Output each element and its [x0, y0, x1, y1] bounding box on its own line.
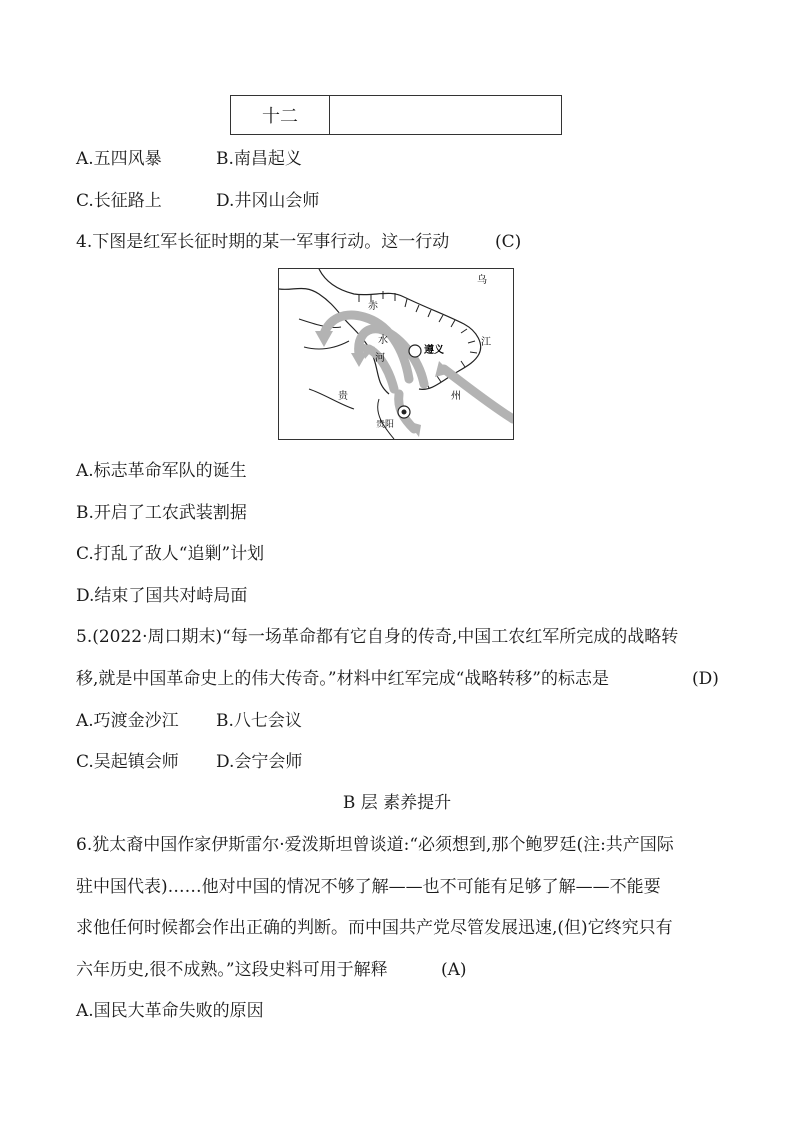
q5-answer: (D) [692, 669, 719, 689]
q4-option-a: A.标志革命军队的诞生 [76, 461, 247, 481]
q5-option-c: C.吴起镇会师 [76, 752, 179, 772]
map-graphic [279, 269, 513, 439]
zunyi-marker [409, 345, 421, 357]
label-he: 河 [375, 353, 385, 364]
table-cell-empty [330, 96, 561, 134]
q6-answer: (A) [441, 960, 467, 980]
q3-option-a: A.五四风暴 [76, 149, 162, 169]
q6-stem-line2: 驻中国代表)……他对中国的情况不够了解——也不可能有足够了解——不能要 [76, 877, 661, 897]
q6-stem-line4: 六年历史,很不成熟。”这段史料可用于解释 [76, 960, 388, 980]
answer-table [230, 95, 562, 135]
label-gui: 贵 [338, 391, 348, 402]
q6-stem-line3: 求他任何时候都会作出正确的判断。而中国共产党尽管发展迅速,(但)它终究只有 [76, 918, 673, 938]
q4-stem: 4.下图是红军长征时期的某一军事行动。这一行动 [76, 232, 450, 252]
q5-stem-line2: 移,就是中国革命史上的伟大传奇。”材料中红军完成“战略转移”的标志是 [76, 669, 609, 689]
label-shui: 水 [378, 335, 388, 346]
q5-option-b: B.八七会议 [216, 711, 302, 731]
label-wu: 乌 [477, 275, 487, 286]
label-guiyang: 贵阳 [376, 420, 395, 430]
troop-arrows [324, 315, 513, 429]
guiyang-dot [402, 410, 407, 415]
wu-river [319, 269, 481, 389]
q4-answer: (C) [495, 232, 522, 252]
q5-option-a: A.巧渡金沙江 [76, 711, 179, 731]
q4-option-c: C.打乱了敌人“追剿”计划 [76, 544, 265, 564]
q3-option-d: D.井冈山会师 [216, 191, 320, 211]
label-chi: 赤 [368, 301, 378, 312]
tributary-4 [378, 399, 394, 439]
q4-option-d: D.结束了国共对峙局面 [76, 586, 248, 606]
table-cell-number: 十二 [231, 96, 330, 134]
q5-stem-line1: 5.(2022·周口期末)“每一场革命都有它自身的传奇,中国工农红军所完成的战略转 [76, 627, 679, 647]
section-b-heading: B 层 素养提升 [342, 793, 452, 813]
label-jiang: 江 [481, 337, 491, 348]
q3-option-b: B.南昌起义 [216, 149, 302, 169]
q4-option-b: B.开启了工农武装割据 [76, 503, 247, 523]
q6-option-a: A.国民大革命失败的原因 [76, 1001, 264, 1021]
q6-stem-line1: 6.犹太裔中国作家伊斯雷尔·爱泼斯坦曾谈道:“必须想到,那个鲍罗廷(注:共产国际 [76, 835, 674, 855]
long-march-map [278, 268, 514, 440]
label-zunyi: 遵义 [424, 345, 444, 356]
q3-option-c: C.长征路上 [76, 191, 162, 211]
label-zhou: 州 [451, 391, 461, 402]
q5-option-d: D.会宁会师 [216, 752, 303, 772]
